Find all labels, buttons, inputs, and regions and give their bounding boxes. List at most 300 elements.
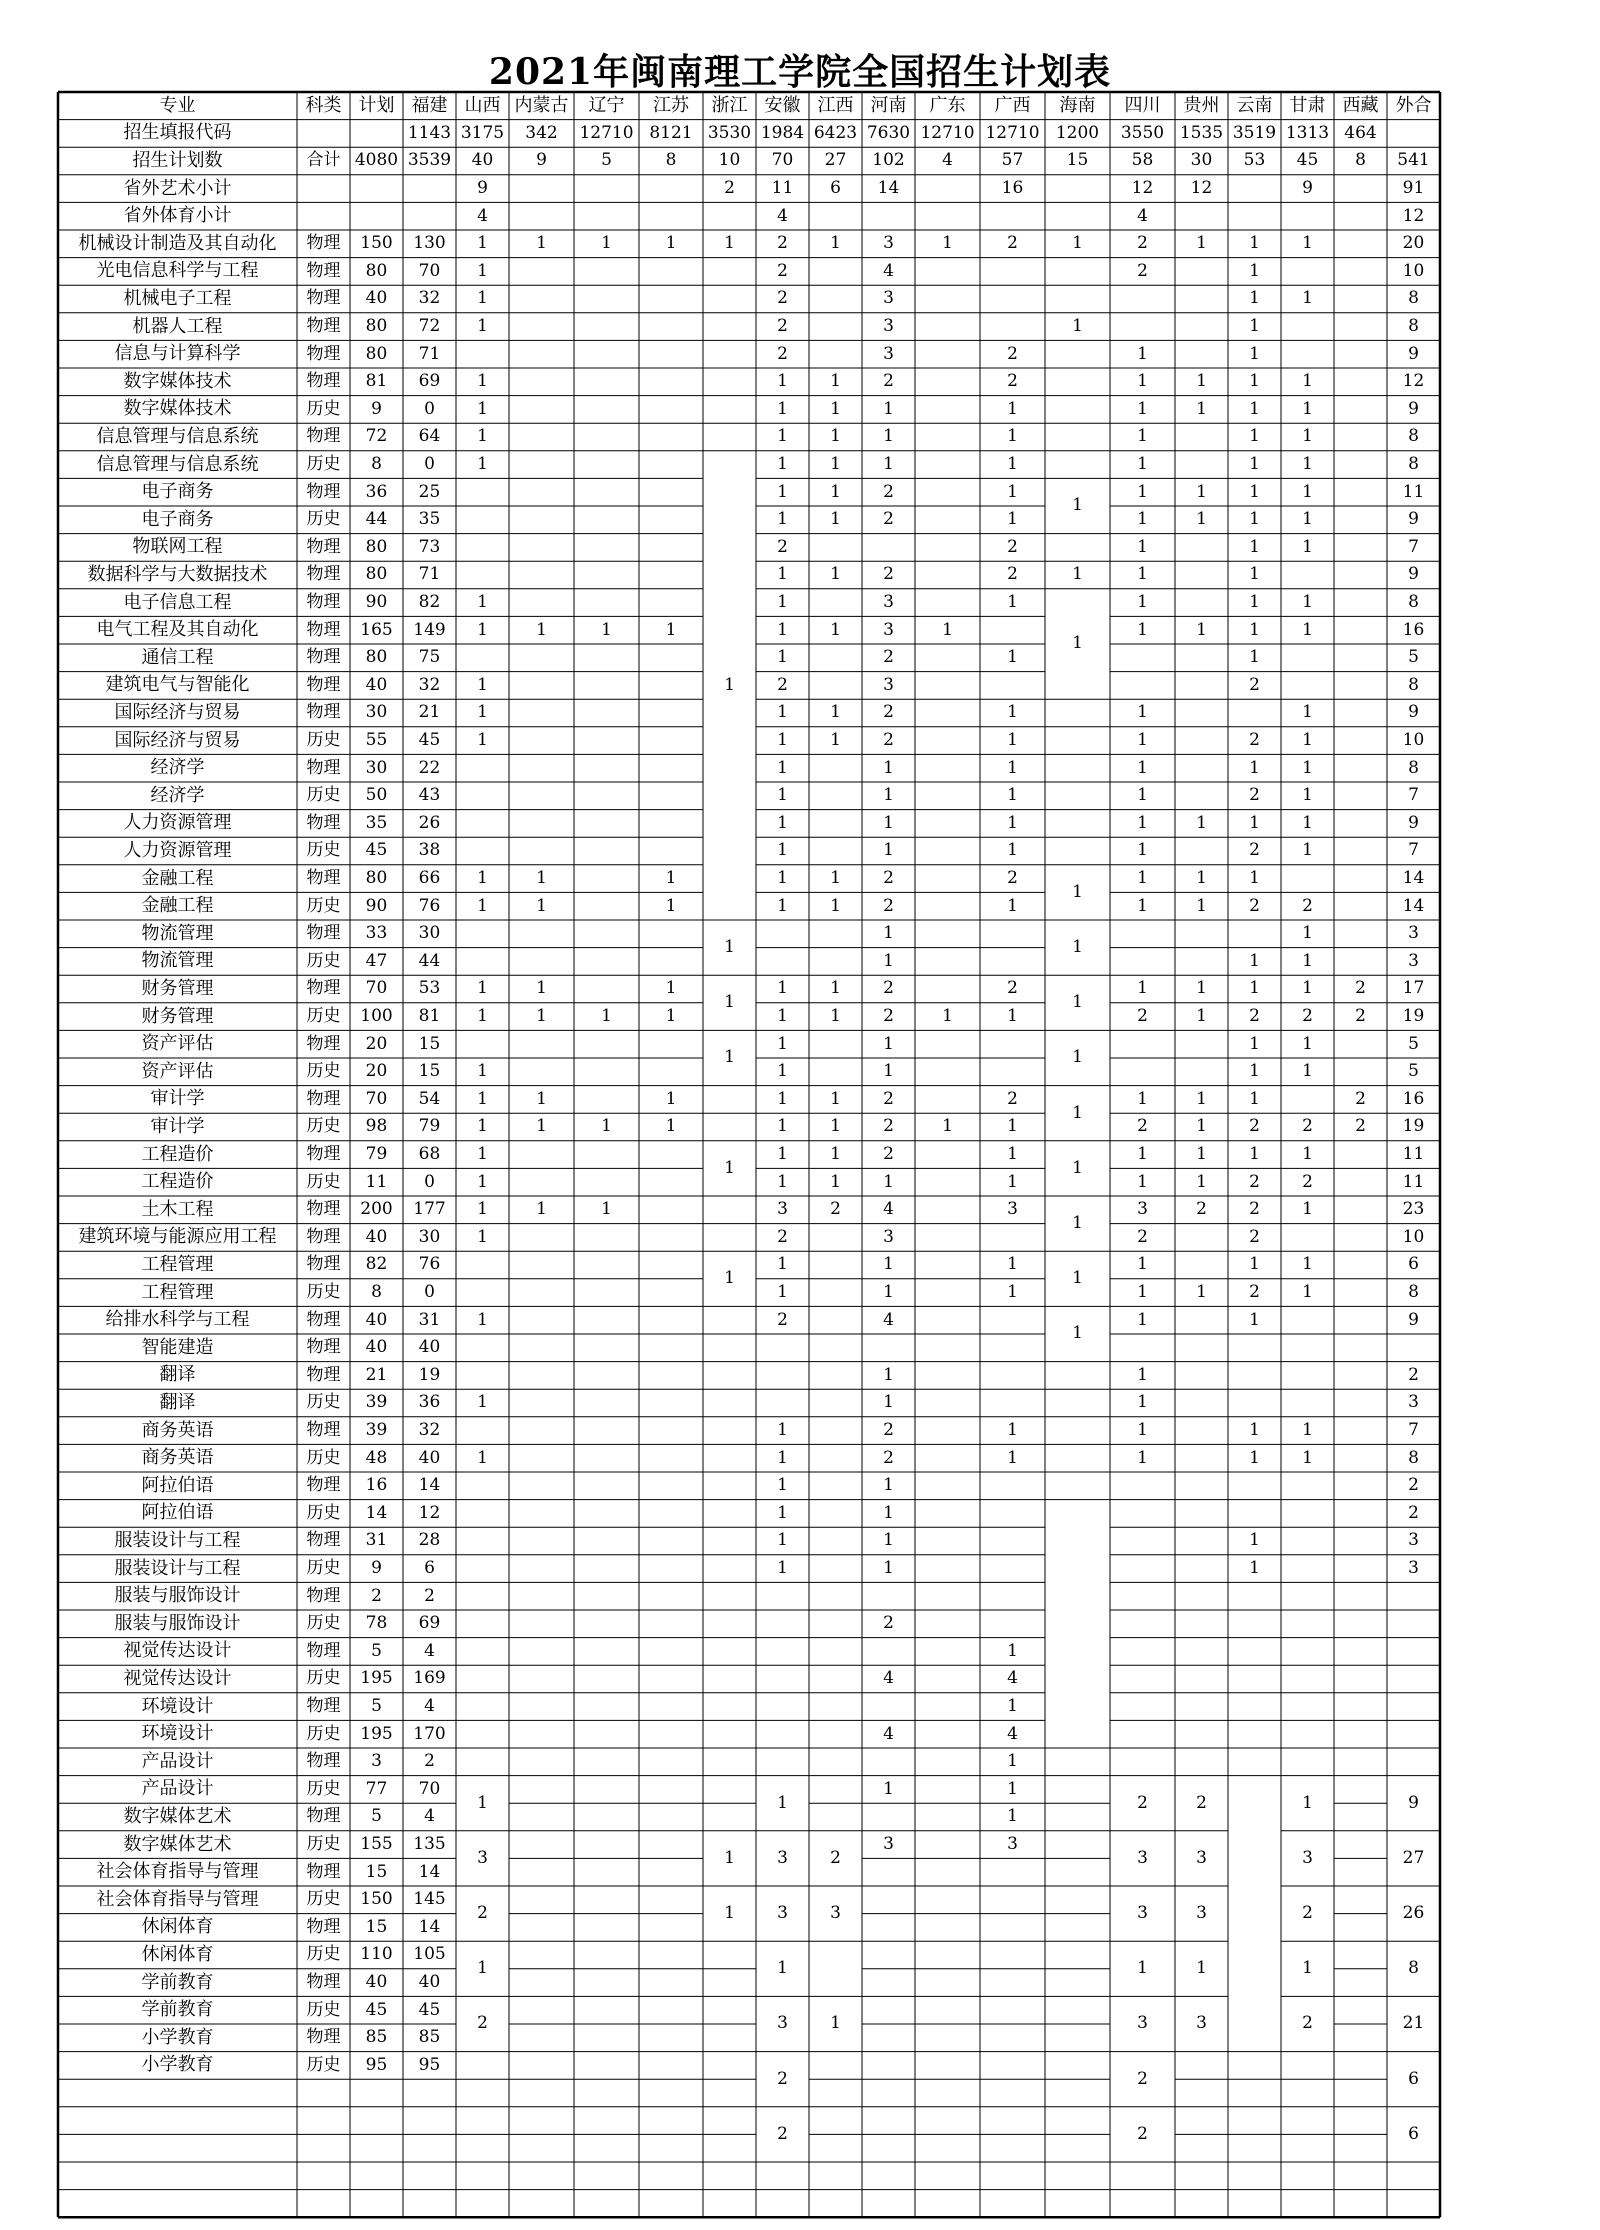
major-province-value: 1 <box>777 1061 788 1082</box>
major-subject: 物理 <box>306 868 341 889</box>
major-plan: 15 <box>365 1861 388 1882</box>
major-subject: 历史 <box>306 1006 341 1027</box>
major-province-value: 1 <box>1302 1199 1313 1220</box>
major-province-value: 1 <box>1137 1282 1148 1303</box>
art-subtotal-outside: 91 <box>1402 178 1425 199</box>
major-province-value: 1 <box>477 868 488 889</box>
art-subtotal-value: 6 <box>830 178 841 199</box>
major-province-value: 4 <box>883 260 894 281</box>
major-province-value: 2 <box>1249 1006 1260 1027</box>
major-name: 国际经济与贸易 <box>114 701 241 723</box>
major-plan: 100 <box>360 1006 393 1027</box>
major-name: 财务管理 <box>141 977 214 999</box>
major-province-value: 1 <box>1137 1309 1148 1330</box>
major-subject: 物理 <box>306 1226 341 1247</box>
art-subtotal-value: 16 <box>1001 178 1024 199</box>
major-fujian: 70 <box>418 1778 441 1799</box>
major-province-value: 2 <box>777 1226 788 1247</box>
major-fujian: 85 <box>418 2027 441 2048</box>
major-province-value: 1 <box>777 426 788 447</box>
major-province-value: 1 <box>1302 536 1313 557</box>
major-province-value: 1 <box>777 978 788 999</box>
major-province-value: 4 <box>883 1668 894 1689</box>
major-subject: 历史 <box>306 398 341 419</box>
major-province-value: 1 <box>477 1392 488 1413</box>
major-fujian: 28 <box>418 1530 441 1551</box>
major-province-value: 1 <box>477 1088 488 1109</box>
major-fujian: 32 <box>418 1420 441 1441</box>
major-subject: 历史 <box>306 509 341 530</box>
major-province-value: 1 <box>883 1558 894 1579</box>
major-province-value: 1 <box>1137 895 1148 916</box>
major-province-value: 3 <box>883 592 894 613</box>
major-subject: 历史 <box>306 1502 341 1523</box>
major-plan: 47 <box>365 950 388 971</box>
major-province-value: 1 <box>1072 233 1083 254</box>
merged-value: 2 <box>1137 2068 1148 2089</box>
major-province-value: 1 <box>477 674 488 695</box>
merged-value: 1 <box>477 1958 488 1979</box>
major-province-value: 1 <box>665 233 677 254</box>
major-subject: 物理 <box>306 1861 341 1882</box>
major-province-value: 2 <box>1355 1006 1366 1027</box>
major-province-value: 1 <box>1249 426 1260 447</box>
major-plan: 77 <box>365 1778 388 1799</box>
major-outside: 7 <box>1408 840 1419 861</box>
merged-value: 3 <box>1137 1903 1148 1924</box>
major-province-value: 1 <box>830 509 841 530</box>
major-fujian: 38 <box>418 840 441 861</box>
major-province-value: 1 <box>1249 1558 1260 1579</box>
major-province-value: 1 <box>1249 536 1260 557</box>
art-subtotal-label: 省外艺术小计 <box>123 177 232 199</box>
merged-value: 1 <box>777 1958 788 1979</box>
merged-value: 2 <box>1302 2013 1313 2034</box>
major-province-value: 1 <box>1137 1364 1148 1385</box>
merged-value: 3 <box>1302 1847 1313 1868</box>
merged-value: 26 <box>1402 1903 1425 1924</box>
major-province-value: 2 <box>883 1144 894 1165</box>
major-province-value: 1 <box>477 288 488 309</box>
header-province: 河南 <box>870 94 907 116</box>
major-plan: 20 <box>365 1033 388 1054</box>
merged-value: 1 <box>1137 1958 1148 1979</box>
major-province-value: 1 <box>1007 812 1018 833</box>
merged-value: 1 <box>724 674 735 695</box>
major-name: 国际经济与贸易 <box>114 729 241 751</box>
major-outside: 2 <box>1408 1502 1419 1523</box>
major-subject: 历史 <box>306 730 341 751</box>
major-subject: 历史 <box>306 1171 341 1192</box>
major-province-value: 1 <box>477 1061 488 1082</box>
major-province-value: 1 <box>1137 978 1148 999</box>
merged-value: 9 <box>1408 1792 1419 1813</box>
major-province-value: 1 <box>830 868 841 889</box>
major-plan: 195 <box>360 1668 393 1689</box>
major-fujian: 30 <box>418 923 441 944</box>
major-outside: 12 <box>1402 371 1425 392</box>
major-plan: 55 <box>365 730 388 751</box>
major-province-value: 2 <box>883 564 894 585</box>
major-province-value: 1 <box>1249 1144 1260 1165</box>
major-fujian: 105 <box>413 1944 446 1965</box>
major-province-value: 1 <box>777 1254 788 1275</box>
merged-value: 1 <box>724 1847 735 1868</box>
major-fujian: 68 <box>418 1144 441 1165</box>
major-province-value: 1 <box>1007 647 1018 668</box>
major-subject: 物理 <box>306 564 341 585</box>
major-province-value: 1 <box>777 1144 788 1165</box>
major-plan: 9 <box>371 398 382 419</box>
major-plan: 16 <box>365 1475 388 1496</box>
major-fujian: 79 <box>418 1116 441 1137</box>
major-plan: 40 <box>365 288 388 309</box>
major-name: 信息与计算科学 <box>114 343 241 365</box>
major-plan: 40 <box>365 1309 388 1330</box>
major-outside: 8 <box>1408 316 1419 337</box>
merged-value: 1 <box>724 992 735 1013</box>
major-fujian: 0 <box>424 454 435 475</box>
major-province-value: 2 <box>1007 233 1018 254</box>
major-province-value: 1 <box>1302 1033 1313 1054</box>
major-province-value: 2 <box>777 233 788 254</box>
major-province-value: 1 <box>477 1447 488 1468</box>
major-province-value: 1 <box>883 923 894 944</box>
major-fujian: 54 <box>418 1088 441 1109</box>
major-province-value: 1 <box>665 619 677 640</box>
merged-value: 1 <box>724 1268 735 1289</box>
major-fujian: 40 <box>418 1337 441 1358</box>
major-plan: 45 <box>365 840 388 861</box>
major-province-value: 1 <box>777 1282 788 1303</box>
major-plan: 48 <box>365 1447 388 1468</box>
major-province-value: 1 <box>536 868 547 889</box>
total-province-value: 5 <box>601 150 612 171</box>
major-plan: 195 <box>360 1723 393 1744</box>
major-province-value: 1 <box>1249 564 1260 585</box>
major-province-value: 2 <box>1249 840 1260 861</box>
major-fujian: 40 <box>418 1447 441 1468</box>
sports-subtotal-value: 4 <box>1137 205 1148 226</box>
header-province: 福建 <box>411 94 448 116</box>
major-name: 金融工程 <box>141 867 214 889</box>
major-province-value: 3 <box>883 1226 894 1247</box>
major-province-value: 1 <box>883 1778 894 1799</box>
major-province-value: 1 <box>477 316 488 337</box>
major-fujian: 75 <box>418 647 441 668</box>
major-province-value: 1 <box>1007 1447 1018 1468</box>
merged-value: 3 <box>1137 2013 1148 2034</box>
major-province-value: 1 <box>830 1116 841 1137</box>
major-outside: 11 <box>1402 1171 1425 1192</box>
major-province-value: 1 <box>665 1116 677 1137</box>
major-name: 经济学 <box>150 784 205 806</box>
major-fujian: 4 <box>424 1806 435 1827</box>
major-subject: 历史 <box>306 1668 341 1689</box>
major-plan: 2 <box>371 1585 382 1606</box>
major-province-value: 1 <box>601 233 612 254</box>
major-plan: 45 <box>365 1999 388 2020</box>
major-province-value: 2 <box>777 316 788 337</box>
major-province-value: 3 <box>883 343 894 364</box>
major-fujian: 145 <box>413 1889 446 1910</box>
art-subtotal-value: 2 <box>724 178 735 199</box>
major-name: 电气工程及其自动化 <box>96 619 259 641</box>
major-name: 服装设计与工程 <box>114 1557 241 1579</box>
major-province-value: 2 <box>1249 674 1260 695</box>
header-province: 广西 <box>994 94 1031 116</box>
major-province-value: 1 <box>1302 481 1313 502</box>
major-outside: 10 <box>1402 730 1425 751</box>
major-fujian: 15 <box>418 1061 441 1082</box>
major-province-value: 1 <box>1302 730 1313 751</box>
major-fujian: 53 <box>418 978 441 999</box>
major-subject: 物理 <box>306 978 341 999</box>
major-fujian: 4 <box>424 1696 435 1717</box>
merged-value: 2 <box>1302 1903 1313 1924</box>
major-plan: 8 <box>371 1282 382 1303</box>
major-province-value: 1 <box>1137 426 1148 447</box>
major-name: 土木工程 <box>141 1198 214 1220</box>
major-name: 机器人工程 <box>132 315 223 337</box>
major-subject: 物理 <box>306 316 341 337</box>
art-subtotal-value: 11 <box>771 178 794 199</box>
major-fujian: 95 <box>418 2054 441 2075</box>
major-fujian: 70 <box>418 260 441 281</box>
major-province-value: 1 <box>536 1088 547 1109</box>
major-subject: 历史 <box>306 1392 341 1413</box>
major-province-value: 1 <box>1137 1254 1148 1275</box>
major-province-value: 1 <box>1137 1447 1148 1468</box>
major-province-value: 2 <box>1302 1171 1313 1192</box>
major-plan: 39 <box>365 1420 388 1441</box>
major-fujian: 81 <box>418 1006 441 1027</box>
major-name: 数字媒体艺术 <box>123 1833 232 1855</box>
major-name: 服装与服饰设计 <box>114 1612 241 1634</box>
province-code: 3530 <box>707 122 752 143</box>
major-outside: 10 <box>1402 1226 1425 1247</box>
major-province-value: 1 <box>777 398 788 419</box>
major-fujian: 0 <box>424 1282 435 1303</box>
total-province-value: 70 <box>771 150 794 171</box>
major-subject: 历史 <box>306 1723 341 1744</box>
art-subtotal-value: 9 <box>1302 178 1313 199</box>
major-subject: 历史 <box>306 1447 341 1468</box>
total-province-value: 57 <box>1001 150 1024 171</box>
province-code: 8121 <box>649 122 693 143</box>
enrollment-plan-table <box>58 92 1440 2217</box>
major-province-value: 1 <box>1302 398 1313 419</box>
major-province-value: 2 <box>883 647 894 668</box>
major-subject: 历史 <box>306 1061 341 1082</box>
major-outside: 9 <box>1408 702 1419 723</box>
major-province-value: 1 <box>830 1088 841 1109</box>
art-subtotal-value: 12 <box>1131 178 1154 199</box>
major-province-value: 1 <box>1007 1116 1018 1137</box>
major-name: 信息管理与信息系统 <box>96 425 259 447</box>
major-province-value: 1 <box>777 840 788 861</box>
major-plan: 44 <box>365 509 388 530</box>
major-province-value: 1 <box>1249 398 1260 419</box>
province-code: 464 <box>1344 122 1377 143</box>
province-code: 3550 <box>1120 122 1165 143</box>
major-province-value: 1 <box>1196 1282 1207 1303</box>
major-province-value: 2 <box>777 674 788 695</box>
major-province-value: 1 <box>1196 398 1207 419</box>
major-province-value: 1 <box>777 1558 788 1579</box>
major-province-value: 1 <box>1302 426 1313 447</box>
major-plan: 155 <box>360 1834 393 1855</box>
major-plan: 11 <box>365 1171 388 1192</box>
major-outside: 7 <box>1408 536 1419 557</box>
header-major: 专业 <box>159 94 196 116</box>
major-fujian: 36 <box>418 1392 441 1413</box>
major-province-value: 1 <box>777 1530 788 1551</box>
major-province-value: 1 <box>883 1530 894 1551</box>
total-row-outside: 541 <box>1397 150 1430 171</box>
major-province-value: 1 <box>883 454 894 475</box>
art-subtotal-value: 14 <box>877 178 900 199</box>
merged-value: 3 <box>1196 2013 1207 2034</box>
major-plan: 80 <box>365 316 388 337</box>
merged-value: 1 <box>1072 937 1083 958</box>
major-province-value: 2 <box>1355 1116 1366 1137</box>
major-province-value: 1 <box>1137 868 1148 889</box>
major-province-value: 1 <box>883 1171 894 1192</box>
major-province-value: 1 <box>830 481 841 502</box>
major-province-value: 1 <box>1249 757 1260 778</box>
major-subject: 历史 <box>306 1558 341 1579</box>
major-province-value: 4 <box>1007 1723 1018 1744</box>
major-province-value: 2 <box>1007 343 1018 364</box>
major-province-value: 1 <box>1196 509 1207 530</box>
merged-value: 1 <box>1072 881 1083 902</box>
major-plan: 36 <box>365 481 388 502</box>
major-province-value: 1 <box>883 757 894 778</box>
major-fujian: 32 <box>418 288 441 309</box>
major-province-value: 1 <box>1007 1282 1018 1303</box>
merged-value: 1 <box>1072 633 1083 654</box>
major-name: 工程造价 <box>141 1143 214 1165</box>
major-fujian: 69 <box>418 371 441 392</box>
major-outside: 8 <box>1408 757 1419 778</box>
major-fujian: 35 <box>418 509 441 530</box>
merged-value: 2 <box>777 2068 788 2089</box>
major-outside: 9 <box>1408 812 1419 833</box>
major-province-value: 1 <box>601 1116 612 1137</box>
art-subtotal-value: 9 <box>477 178 488 199</box>
sports-subtotal-outside: 12 <box>1402 205 1425 226</box>
major-plan: 90 <box>365 592 388 613</box>
major-province-value: 1 <box>477 1226 488 1247</box>
major-province-value: 2 <box>883 895 894 916</box>
major-outside: 16 <box>1402 1088 1425 1109</box>
major-name: 视觉传达设计 <box>123 1667 232 1689</box>
major-subject: 物理 <box>306 1199 341 1220</box>
major-plan: 39 <box>365 1392 388 1413</box>
major-name: 数字媒体艺术 <box>123 1805 232 1827</box>
major-outside: 7 <box>1408 1420 1419 1441</box>
major-plan: 21 <box>365 1364 388 1385</box>
major-province-value: 1 <box>1302 454 1313 475</box>
major-province-value: 1 <box>1007 895 1018 916</box>
major-subject: 物理 <box>306 288 341 309</box>
major-province-value: 2 <box>883 1613 894 1634</box>
major-outside: 5 <box>1408 1033 1419 1054</box>
major-name: 信息管理与信息系统 <box>96 453 259 475</box>
province-code: 1984 <box>760 122 805 143</box>
major-name: 视觉传达设计 <box>123 1640 232 1662</box>
major-fujian: 130 <box>413 233 446 254</box>
major-province-value: 4 <box>883 1199 894 1220</box>
merged-value: 6 <box>1408 2123 1419 2144</box>
major-province-value: 1 <box>1007 840 1018 861</box>
major-plan: 72 <box>365 426 388 447</box>
merged-value: 1 <box>724 1903 735 1924</box>
major-province-value: 1 <box>883 1061 894 1082</box>
major-subject: 物理 <box>306 923 341 944</box>
major-province-value: 1 <box>830 702 841 723</box>
major-province-value: 1 <box>1007 1640 1018 1661</box>
major-province-value: 1 <box>1249 481 1260 502</box>
major-plan: 9 <box>371 1558 382 1579</box>
header-subject: 科类 <box>305 94 342 116</box>
major-plan: 20 <box>365 1061 388 1082</box>
major-name: 服装与服饰设计 <box>114 1585 241 1607</box>
major-province-value: 1 <box>1249 509 1260 530</box>
major-province-value: 2 <box>883 1006 894 1027</box>
major-province-value: 1 <box>1137 509 1148 530</box>
major-province-value: 2 <box>883 730 894 751</box>
province-code: 3175 <box>460 122 505 143</box>
major-province-value: 1 <box>1137 785 1148 806</box>
major-subject: 历史 <box>306 1944 341 1965</box>
major-province-value: 1 <box>830 730 841 751</box>
major-province-value: 1 <box>777 785 788 806</box>
major-province-value: 1 <box>1249 1088 1260 1109</box>
major-province-value: 1 <box>1302 950 1313 971</box>
major-subject: 历史 <box>306 1282 341 1303</box>
major-fujian: 45 <box>418 1999 441 2020</box>
major-province-value: 3 <box>883 288 894 309</box>
major-subject: 物理 <box>306 426 341 447</box>
major-province-value: 1 <box>1137 454 1148 475</box>
major-province-value: 2 <box>1007 564 1018 585</box>
header-province: 江苏 <box>653 94 689 116</box>
major-province-value: 1 <box>477 730 488 751</box>
total-province-value: 15 <box>1066 150 1089 171</box>
major-province-value: 1 <box>1137 592 1148 613</box>
major-subject: 历史 <box>306 1778 341 1799</box>
major-name: 商务英语 <box>141 1419 214 1441</box>
merged-value: 1 <box>1072 1323 1083 1344</box>
major-name: 工程管理 <box>141 1281 214 1303</box>
major-province-value: 1 <box>1302 1282 1313 1303</box>
major-fujian: 21 <box>418 702 441 723</box>
major-name: 工程管理 <box>141 1253 214 1275</box>
major-province-value: 1 <box>1249 260 1260 281</box>
major-plan: 50 <box>365 785 388 806</box>
major-province-value: 1 <box>1007 1696 1018 1717</box>
major-province-value: 2 <box>883 702 894 723</box>
merged-value: 3 <box>830 1903 841 1924</box>
major-province-value: 1 <box>777 1502 788 1523</box>
major-subject: 物理 <box>306 1254 341 1275</box>
major-province-value: 1 <box>777 868 788 889</box>
merged-value: 27 <box>1402 1847 1425 1868</box>
major-outside: 17 <box>1402 978 1425 999</box>
major-province-value: 1 <box>477 233 488 254</box>
